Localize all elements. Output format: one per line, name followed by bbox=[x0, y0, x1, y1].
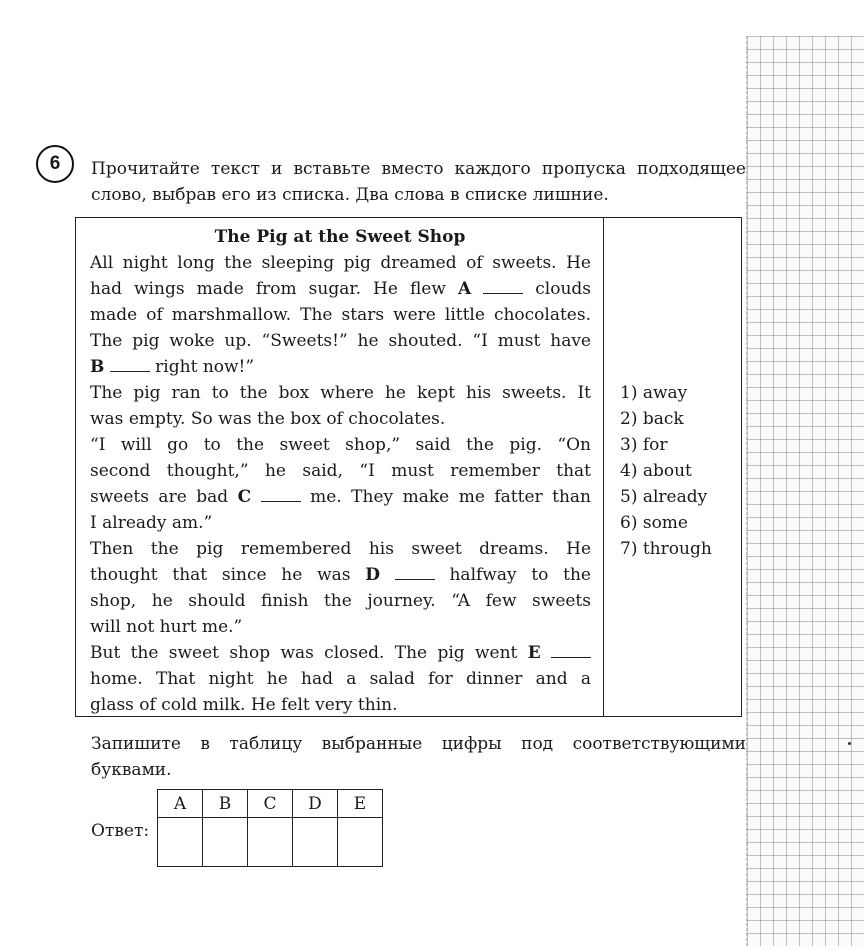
story-fragment: sweets are bad bbox=[90, 487, 238, 507]
blank-gap bbox=[551, 642, 591, 658]
story-line bbox=[90, 484, 591, 510]
story-line bbox=[90, 354, 591, 380]
answer-letter: C bbox=[248, 790, 293, 818]
gap-letter: C bbox=[237, 487, 252, 507]
story-fragment: me. They make me fatter than bbox=[300, 487, 591, 507]
answer-letter: E bbox=[338, 790, 383, 818]
story-fragment: had wings made from sugar. He flew bbox=[90, 279, 458, 299]
answer-cell-a[interactable] bbox=[158, 818, 203, 867]
story-line: “I will go to the sweet shop,” said the pig. “On bbox=[90, 435, 591, 455]
story-line: The pig ran to the box where he kept his sweets. It bbox=[90, 383, 591, 403]
story-title: The Pig at the Sweet Shop bbox=[214, 227, 466, 247]
option-item: 1) away bbox=[620, 383, 688, 403]
write-instruction bbox=[91, 731, 746, 783]
story-text bbox=[90, 250, 591, 718]
story-line: made of marshmallow. The stars were little chocolates. bbox=[90, 305, 591, 325]
story-line bbox=[90, 562, 591, 588]
answer-letter: D bbox=[293, 790, 338, 818]
story-line: shop, he should finish the journey. “A few sweets bbox=[90, 591, 591, 611]
answer-letter: B bbox=[203, 790, 248, 818]
gap-letter: A bbox=[457, 279, 472, 299]
option-item: 4) about bbox=[620, 461, 692, 481]
answer-cell-c[interactable] bbox=[248, 818, 293, 867]
answer-letter: A bbox=[158, 790, 203, 818]
story-line: glass of cold milk. He felt very thin. bbox=[90, 695, 398, 715]
story-line: home. That night he had a salad for dinner and a bbox=[90, 669, 591, 689]
answer-cell-b[interactable] bbox=[203, 818, 248, 867]
blank-gap bbox=[483, 278, 523, 294]
write-instruction-line: буквами. bbox=[91, 760, 172, 780]
frame-divider bbox=[603, 217, 604, 717]
instruction-line: слово, выбрав его из списка. Два слова в списке лишние. bbox=[91, 185, 609, 205]
story-fragment: clouds bbox=[523, 279, 592, 299]
task-instruction bbox=[91, 156, 746, 208]
option-item: 5) already bbox=[620, 487, 708, 507]
task-number: 6 bbox=[49, 153, 61, 174]
story-line: second thought,” he said, “I must remember that bbox=[90, 461, 591, 481]
instruction-line: Прочитайте текст и вставьте вместо каждого пропуска подходящее bbox=[91, 159, 746, 179]
print-speck bbox=[848, 742, 851, 745]
story-fragment: thought that since he was bbox=[90, 565, 366, 585]
story-line: will not hurt me.” bbox=[90, 617, 243, 637]
write-instruction-line: Запишите в таблицу выбранные цифры под соответствующими bbox=[91, 734, 746, 754]
answer-cell-d[interactable] bbox=[293, 818, 338, 867]
story-line: All night long the sleeping pig dreamed of sweets. He bbox=[90, 253, 591, 273]
blank-gap bbox=[261, 486, 301, 502]
answer-table bbox=[157, 789, 383, 867]
story-line: was empty. So was the box of chocolates. bbox=[90, 409, 446, 429]
answer-label: Ответ: bbox=[91, 821, 150, 841]
option-item: 6) some bbox=[620, 513, 688, 533]
story-line: I already am.” bbox=[90, 513, 213, 533]
task-number-badge bbox=[36, 145, 74, 183]
option-item: 3) for bbox=[620, 435, 668, 455]
story-fragment: But the sweet shop was closed. The pig went bbox=[90, 643, 528, 663]
story-fragment: right now!” bbox=[149, 357, 255, 377]
gap-letter: E bbox=[527, 643, 541, 663]
word-options-list bbox=[620, 380, 738, 562]
gap-letter: B bbox=[90, 357, 105, 377]
story-line bbox=[90, 640, 591, 666]
answer-cell-e[interactable] bbox=[338, 818, 383, 867]
grid-paper-margin bbox=[746, 36, 864, 946]
blank-gap bbox=[110, 356, 150, 372]
gap-letter: D bbox=[365, 565, 380, 585]
option-item: 7) through bbox=[620, 539, 712, 559]
blank-gap bbox=[395, 564, 435, 580]
story-line bbox=[90, 276, 591, 302]
story-line: The pig woke up. “Sweets!” he shouted. “I must have bbox=[90, 331, 591, 351]
story-fragment: halfway to the bbox=[434, 565, 591, 585]
story-line: Then the pig remembered his sweet dreams. He bbox=[90, 539, 591, 559]
option-item: 2) back bbox=[620, 409, 684, 429]
